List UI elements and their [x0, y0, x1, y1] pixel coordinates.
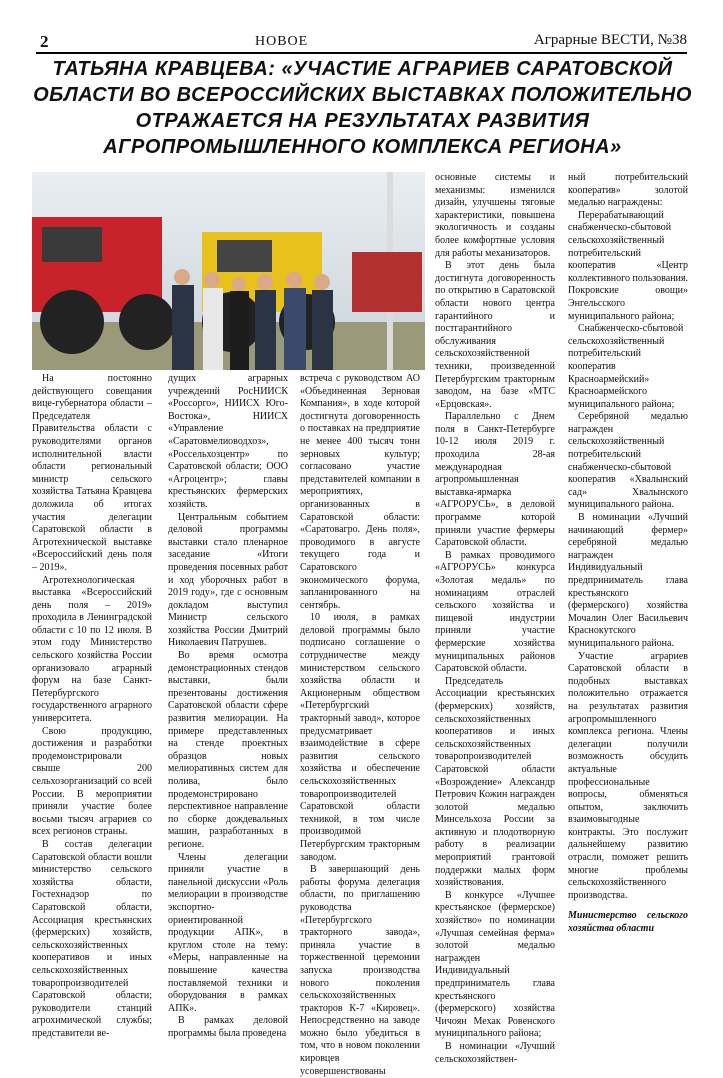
section-title: НОВОЕ	[255, 34, 309, 49]
page-header	[0, 0, 723, 52]
paragraph: Перерабатывающий снабженческо-сбытовой сельскохозяйственный потребительский кооператив «Центр коллективного пользования. Покровские овощи» Энгельсского муниципального района;	[568, 209, 689, 322]
exhibition-photo-image	[32, 172, 425, 370]
paragraph: Параллельно с Днем поля в Санкт-Петербурге 10-12 июля 2019 г. проходила 28-ая международная агропромышленная выставка-ярмарка «АГРОРУСЬ», в деловой программе которой приняли участие фермеры Саратовской области.	[435, 411, 555, 549]
paragraph: В этот день была достигнута договоренность по открытию в Саратовской области нового центра гарантийного и постгарантийного обслуживания сельскохозяйственной техники, произведенной Петербургским тракторным заводом, на базе «МТС «Ерцовская».	[435, 260, 555, 410]
paragraph: В состав делегации Саратовской области вошли министерство сельского хозяйства области, Гостехнадзор по Саратовской области, Ассоциация крестьянских (фермерских) хозяйств, сельскохозяйственных кооперативов и иных сельскохозяйственных товаропроизводителей Саратовской области; руководители станций агрохимической службы; представители ве-	[32, 838, 152, 1039]
paragraph: Серебряной медалью награжден сельскохозяйственный потребительский снабженческо-сбытовой кооператив «Хвалынский сад» Хвалынского муниципального района.	[568, 411, 688, 511]
paragraph: Во время осмотра демонстрационных стендов выставки, были презентованы достижения Саратовской области сфере развития мелиорации. На примере представленных на стенде проектных образцов новых мелиоративных систем для полива, было продемонстрировано перспективное направление по сборке дождевальных машин, разработанных в регионе.	[168, 650, 288, 850]
paragraph: 10 июля, в рамках деловой программы было подписано соглашение о сотрудничестве между министерством сельского хозяйства области и Акционерным обществом «Петербургский тракторный завод», которое предусматривает взаимодействие в сфере развития сельского хозяйства и обеспечение сельскохозяйственных товаропроизводителей Саратовской области техникой, в том числе производимой Петербургским тракторным заводом.	[300, 612, 420, 863]
text-column-2	[168, 373, 288, 1040]
text-column-4	[435, 172, 555, 1066]
paragraph: В номинации «Лучший сельскохозяйствен-	[435, 1040, 555, 1065]
paragraph: Председатель Ассоциации крестьянских (фермерских) хозяйств, сельскохозяйственных кооперативов и иных сельскохозяйственных товаропроизводителей Саратовской области «Возрождение» Александр Петрович Кожин награжден золотой медалью Минсельхоза России за активную и плодотворную работу в реализации мероприятий грантовой поддержки малых форм хозяйствования.	[435, 675, 555, 889]
paragraph: Свою продукцию, достижения и разработки продемонстрировали свыше 200 сельхозорганизаций со всей России. В мероприятии приняли участие более восьми тысяч аграриев со всех регионов страны.	[32, 725, 152, 838]
newspaper-issue: Аграрные ВЕСТИ, №38	[533, 32, 687, 48]
paragraph: В номинации «Лучший начинающий фермер» серебряной медалью награжден Индивидуальный предприниматель глава крестьянского (фермерского) хозяйства Мочалин Олег Васильевич Краснокутского муниципального района.	[568, 512, 688, 649]
paragraph: В завершающий день работы форума делегация области, по приглашению руководства «Петербургского тракторного завода», приняла участие в торжественной церемонии запуска производства нового поколения сельскохозяйственных тракторов К-7 «Кировец». Непосредственно на заводе можно было убедиться в том, что в новом поколении кировцев усовершенствованы	[300, 864, 420, 1077]
paragraph: В рамках проводимого «АГРОРУСЬ» конкурса «Золотая медаль» по номинациям отраслей сельского хозяйства и пищевой индустрии приняли участие фермерские хозяйства муниципальных районов Саратовской области.	[435, 549, 555, 675]
paragraph: ный потребительский кооператив» золотой медалью награждены:	[568, 172, 688, 209]
paragraph: Участие аграриев Саратовской области в подобных выставках положительно отражается на результатах развития агропромышленного комплекса региона. Члены делегации получили возможность обсудить актуальные профессиональные вопросы, обменяться опытом, заключить взаимовыгодные контракты. Это послужит дальнейшему развитию отрасли, поможет решить многие проблемы сельскохозяйственного производства.	[568, 650, 688, 901]
paragraph: В конкурсе «Лучшее крестьянское (фермерское) хозяйство» по номинации «Лучшая семейная ферма» золотой медалью награжден Индивидуальный предприниматель глава крестьянского (фермерского) хозяйства Чичоян Мехак Ровенского муниципального района;	[435, 889, 555, 1040]
paragraph: Члены делегации приняли участие в панельной дискуссии «Роль мелиорации в производстве экспортно-ориентированной продукции АПК», в круглом столе на тему: «Меры, направленные на повышение качества поставляемой техники и оборудования в рамках АПК».	[168, 851, 288, 1014]
paragraph: Снабженческо-сбытовой сельскохозяйственный потребительский кооператив Красноармейский» Красноармейского муниципального района;	[568, 323, 684, 410]
paragraph: основные системы и механизмы: изменился дизайн, улучшены тяговые характеристики, повышена экологичность и созданы более комфортные условия для работы механизаторов.	[435, 172, 555, 259]
text-column-3	[300, 373, 420, 1078]
paragraph: На постоянно действующего совещания вице-губернатора области – Председателя Правительства области с руководителями органов исполнительной власти области региональный министр сельского хозяйства Татьяна Кравцева доложила об итогах участия делегации Саратовской области в Агротехнической выставке «Всероссийский день поля – 2019».	[32, 373, 152, 573]
paragraph: В рамках деловой программы была проведена	[168, 1015, 288, 1039]
header-rule	[36, 52, 687, 54]
article-photo	[32, 172, 425, 370]
page-number: 2	[40, 32, 49, 51]
paragraph: встреча с руководством АО «Объединенная Зерновая Компания», в ходе которой достигнута договоренность о поставках на предприятие не менее 400 тысяч тонн зерновых культур; согласовано участие представителей компании в мероприятиях, организованных в Саратовской области: «Саратовагро. День поля», проводимого в августе текущего года и Саратовского экономического форума, запланированного на сентябрь.	[300, 373, 420, 611]
paragraph: Центральным событием деловой программы выставки стало пленарное заседание «Итоги проведения посевных работ и ход уборочных работ в 2019 году», где с основным докладом выступил Министр сельского хозяйства России Дмитрий Николаевич Патрушев.	[168, 511, 288, 649]
paragraph: дущих аграрных учреждений РосНИИСК «Россорго», НИИСХ Юго-Востока», НИИСХ «Управление «Саратовмелиоводхоз», «Россельхозцентр» по Саратовской области; ООО «Агроцентр»; главы крестьянских фермерских хозяйств.	[168, 373, 288, 510]
article-signature: Министерство сельского хозяйства области	[568, 910, 688, 935]
text-column-1	[32, 373, 152, 1040]
text-column-5	[568, 172, 688, 936]
paragraph: Агротехнологическая выставка «Всероссийский день поля – 2019» проходила в Ленинградской области с 10 по 12 июля. В этом году Министерство сельского хозяйства России организовало аграрный форум на базе Санкт-Петербургского государственного аграрного университета.	[32, 574, 152, 725]
article-headline: ТАТЬЯНА КРАВЦЕВА: «УЧАСТИЕ АГРАРИЕВ САРАТОВСКОЙ ОБЛАСТИ ВО ВСЕРОССИЙСКИХ ВЫСТАВКАХ ПОЛОЖИТЕЛЬНО ОТРАЖАЕТСЯ НА РЕЗУЛЬТАТАХ РАЗВИТИЯ АГРОПРОМЫШЛЕННОГО КОМПЛЕКСА РЕГИОНА»	[33, 58, 692, 158]
